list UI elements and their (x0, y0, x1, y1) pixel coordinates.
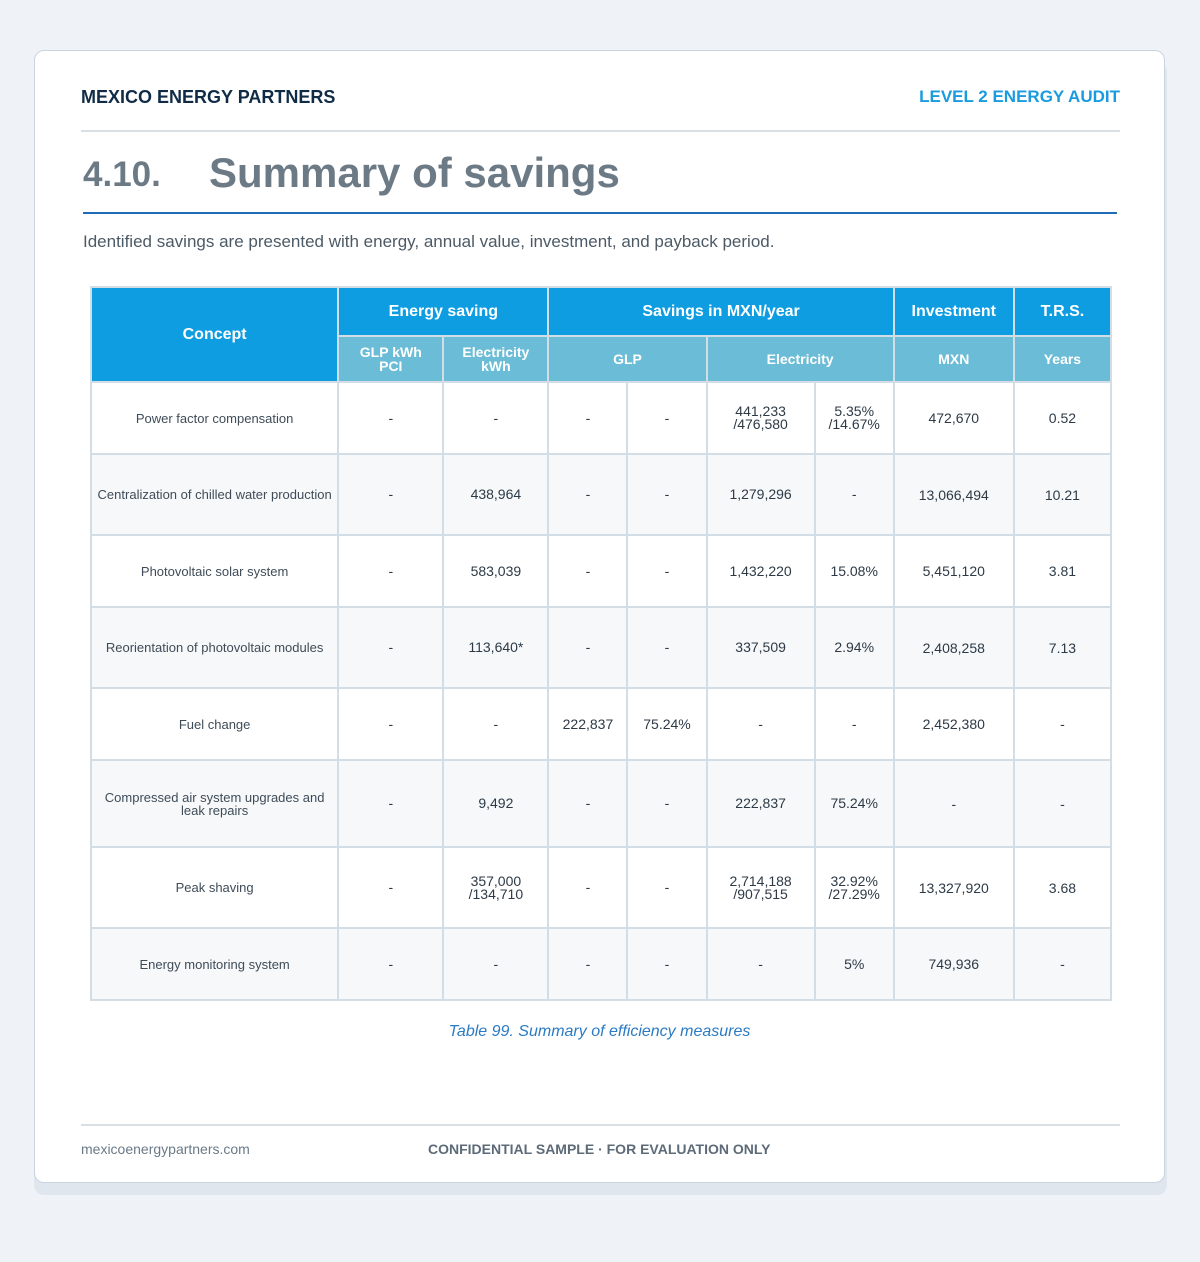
cell-concept: Reorientation of photovoltaic modules (91, 607, 338, 688)
cell-elec-kwh: - (443, 382, 548, 454)
cell-elec-mxn: - (707, 928, 815, 1000)
cell-glp-mxn: - (548, 928, 627, 1000)
cell-trs: 3.81 (1014, 535, 1111, 607)
cell-glp-pct: - (627, 760, 706, 847)
cell-elec-mxn: 2,714,188 /907,515 (707, 847, 815, 928)
cell-glp-pct: - (627, 847, 706, 928)
header-years: Years (1014, 336, 1111, 382)
cell-elec-mxn: 222,837 (707, 760, 815, 847)
footer-divider (81, 1124, 1120, 1126)
cell-glp-mxn: - (548, 382, 627, 454)
cell-glp-kwh: - (338, 607, 443, 688)
cell-investment: 5,451,120 (894, 535, 1014, 607)
cell-trs: 0.52 (1014, 382, 1111, 454)
cell-elec-kwh: 113,640* (443, 607, 548, 688)
cell-elec-mxn: - (707, 688, 815, 760)
cell-glp-pct: - (627, 382, 706, 454)
cell-glp-mxn: - (548, 847, 627, 928)
header-trs: T.R.S. (1014, 287, 1111, 336)
cell-concept: Compressed air system upgrades and leak repairs (91, 760, 338, 847)
cell-elec-mxn: 337,509 (707, 607, 815, 688)
cell-elec-kwh: - (443, 688, 548, 760)
cell-glp-kwh: - (338, 535, 443, 607)
cell-trs: 10.21 (1014, 454, 1111, 535)
header-glp-kwh: GLP kWh PCI (338, 336, 443, 382)
cell-elec-pct: - (815, 454, 894, 535)
cell-trs: - (1014, 928, 1111, 1000)
table-row (91, 760, 1111, 847)
cell-elec-kwh: 583,039 (443, 535, 548, 607)
cell-investment: 749,936 (894, 928, 1014, 1000)
cell-glp-pct: - (627, 454, 706, 535)
cell-elec-pct: 5.35% /14.67% (815, 382, 894, 454)
cell-concept: Photovoltaic solar system (91, 535, 338, 607)
header-investment: Investment (894, 287, 1014, 336)
cell-investment: 472,670 (894, 382, 1014, 454)
cell-glp-kwh: - (338, 847, 443, 928)
header-divider (81, 130, 1120, 132)
cell-elec-pct: 5% (815, 928, 894, 1000)
header-concept: Concept (91, 287, 338, 382)
cell-investment: 13,327,920 (894, 847, 1014, 928)
cell-elec-pct: 2.94% (815, 607, 894, 688)
header-electricity: Electricity (707, 336, 894, 382)
cell-glp-mxn: - (548, 535, 627, 607)
cell-glp-kwh: - (338, 382, 443, 454)
cell-concept: Centralization of chilled water production (91, 454, 338, 535)
cell-elec-kwh: 357,000 /134,710 (443, 847, 548, 928)
table-row (91, 535, 1111, 607)
cell-elec-pct: 15.08% (815, 535, 894, 607)
title-divider (83, 212, 1117, 214)
section-title: Summary of savings (209, 149, 620, 196)
table-caption: Table 99. Summary of efficiency measures (448, 1023, 751, 1040)
report-type: LEVEL 2 ENERGY AUDIT (919, 87, 1120, 106)
savings-table (90, 286, 1112, 1001)
cell-glp-mxn: - (548, 454, 627, 535)
cell-elec-mxn: 441,233 /476,580 (707, 382, 815, 454)
cell-glp-pct: 75.24% (627, 688, 706, 760)
cell-concept: Energy monitoring system (91, 928, 338, 1000)
cell-elec-pct: - (815, 688, 894, 760)
document-page (34, 50, 1165, 1183)
cell-glp-kwh: - (338, 454, 443, 535)
cell-elec-pct: 32.92% /27.29% (815, 847, 894, 928)
cell-elec-pct: 75.24% (815, 760, 894, 847)
cell-elec-kwh: 438,964 (443, 454, 548, 535)
intro-text: Identified savings are presented with energy, annual value, investment, and payback period. (83, 232, 775, 251)
company-name: MEXICO ENERGY PARTNERS (81, 87, 336, 107)
cell-investment: 2,408,258 (894, 607, 1014, 688)
section-number: 4.10. (83, 155, 161, 194)
cell-glp-mxn: 222,837 (548, 688, 627, 760)
cell-investment: - (894, 760, 1014, 847)
cell-elec-mxn: 1,279,296 (707, 454, 815, 535)
cell-glp-mxn: - (548, 760, 627, 847)
cell-glp-pct: - (627, 928, 706, 1000)
cell-elec-kwh: - (443, 928, 548, 1000)
cell-concept: Fuel change (91, 688, 338, 760)
header-glp: GLP (548, 336, 706, 382)
cell-trs: 7.13 (1014, 607, 1111, 688)
cell-trs: - (1014, 688, 1111, 760)
header-electricity-kwh: Electricity kWh (443, 336, 548, 382)
header-mxn: MXN (894, 336, 1014, 382)
cell-concept: Power factor compensation (91, 382, 338, 454)
table-row (91, 688, 1111, 760)
header-savings-mxn: Savings in MXN/year (548, 287, 893, 336)
table-row (91, 928, 1111, 1000)
header-energy-saving: Energy saving (338, 287, 548, 336)
cell-trs: - (1014, 760, 1111, 847)
cell-concept: Peak shaving (91, 847, 338, 928)
cell-glp-kwh: - (338, 928, 443, 1000)
cell-elec-mxn: 1,432,220 (707, 535, 815, 607)
cell-investment: 13,066,494 (894, 454, 1014, 535)
cell-glp-kwh: - (338, 760, 443, 847)
table-row (91, 454, 1111, 535)
cell-elec-kwh: 9,492 (443, 760, 548, 847)
table-row (91, 607, 1111, 688)
cell-glp-pct: - (627, 607, 706, 688)
cell-investment: 2,452,380 (894, 688, 1014, 760)
cell-glp-pct: - (627, 535, 706, 607)
cell-trs: 3.68 (1014, 847, 1111, 928)
cell-glp-kwh: - (338, 688, 443, 760)
cell-glp-mxn: - (548, 607, 627, 688)
footer-confidential: CONFIDENTIAL SAMPLE · FOR EVALUATION ONLY (428, 1141, 771, 1157)
table-row (91, 847, 1111, 928)
table-row (91, 382, 1111, 454)
footer-website: mexicoenergypartners.com (81, 1141, 250, 1157)
